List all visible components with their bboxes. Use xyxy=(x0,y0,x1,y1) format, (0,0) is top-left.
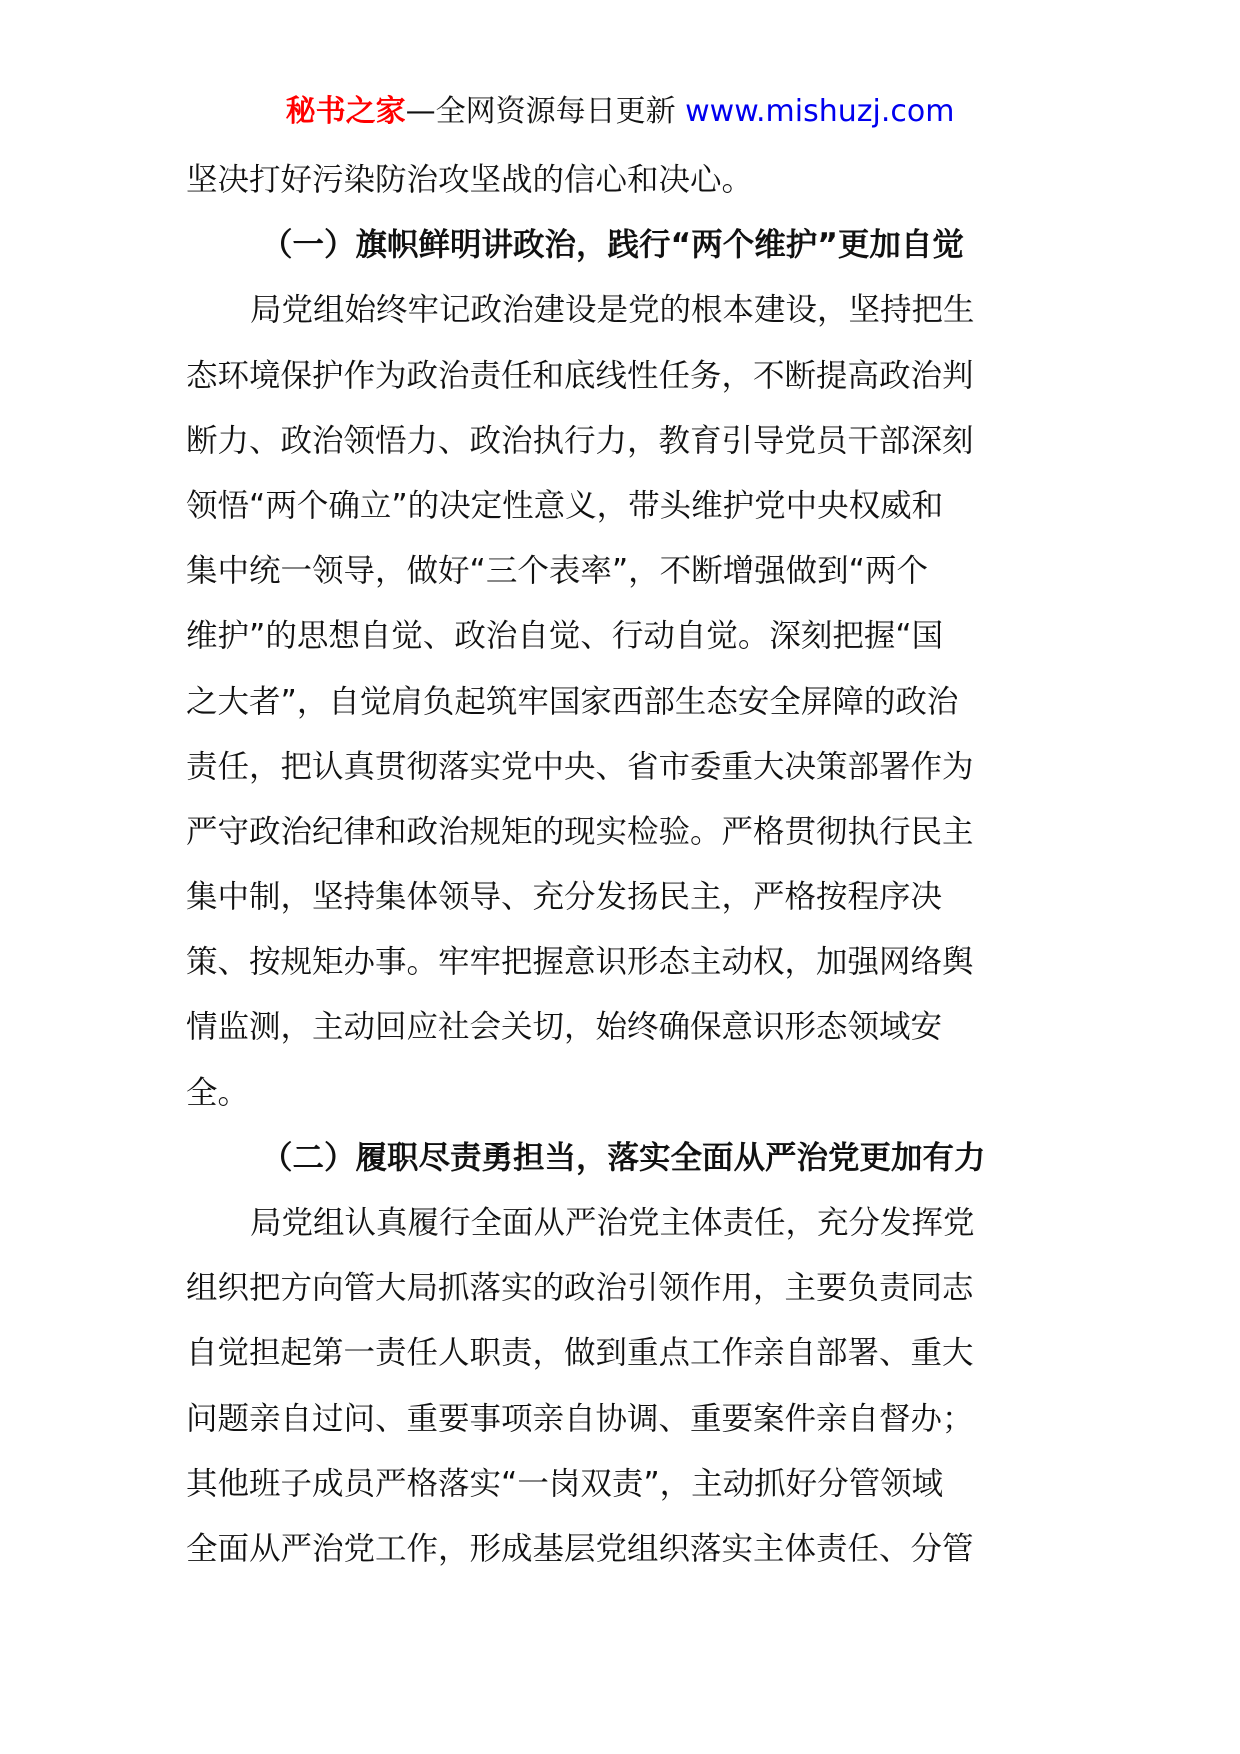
text-line: 策、按规矩办事。牢牢把握意识形态主动权，加强网络舆 xyxy=(186,944,974,981)
document-body xyxy=(186,148,1058,1582)
text-line: 责任，把认真贯彻落实党中央、省市委重大决策部署作为 xyxy=(186,748,974,785)
text-line: 维护”的思想自觉、政治自觉、行动自觉。深刻把握“国 xyxy=(186,618,944,655)
text-line: 集中制，坚持集体领导、充分发扬民主，严格按程序决 xyxy=(186,879,943,916)
paragraph-start: 局党组始终牢记政治建设是党的根本建设，坚持把生 xyxy=(250,292,975,329)
text-line: 坚决打好污染防治攻坚战的信心和决心。 xyxy=(186,162,754,198)
text-line: 领悟“两个确立”的决定性意义，带头维护党中央权威和 xyxy=(186,487,944,524)
section-heading-1: （一）旗帜鲜明讲政治，践行“两个维护”更加自觉 xyxy=(261,227,964,264)
text-line: 断力、政治领悟力、政治执行力，教育引导党员干部深刻 xyxy=(186,422,974,459)
section-heading-2: （二）履职尽责勇担当，落实全面从严治党更加有力 xyxy=(261,1139,986,1176)
text-line: 集中统一领导，做好“三个表率”，不断增强做到“两个 xyxy=(186,553,928,590)
text-line: 情监测，主动回应社会关切，始终确保意识形态领域安 xyxy=(186,1009,943,1046)
text-line: 自觉担起第一责任人职责，做到重点工作亲自部署、重大 xyxy=(186,1335,974,1372)
site-header xyxy=(0,92,1240,132)
paragraph-start: 局党组认真履行全面从严治党主体责任，充分发挥党 xyxy=(250,1205,975,1241)
text-line: 问题亲自过问、重要事项亲自协调、重要案件亲自督办； xyxy=(186,1400,974,1437)
site-url-link[interactable]: www.mishuzj.com xyxy=(685,94,955,129)
text-line: 全。 xyxy=(186,1074,250,1111)
brand-name: 秘书之家 xyxy=(285,94,406,129)
header-tagline: —全网资源每日更新 xyxy=(405,94,676,129)
text-line: 严守政治纪律和政治规矩的现实检验。严格贯彻执行民主 xyxy=(186,813,974,850)
text-line: 之大者”，自觉肩负起筑牢国家西部生态安全屏障的政治 xyxy=(186,683,959,720)
text-line: 全面从严治党工作，形成基层党组织落实主体责任、分管 xyxy=(186,1530,974,1567)
text-line: 态环境保护作为政治责任和底线性任务，不断提高政治判 xyxy=(186,357,974,394)
text-line: 其他班子成员严格落实“一岗双责”，主动抓好分管领域 xyxy=(186,1465,944,1502)
text-line: 组织把方向管大局抓落实的政治引领作用，主要负责同志 xyxy=(186,1270,974,1307)
